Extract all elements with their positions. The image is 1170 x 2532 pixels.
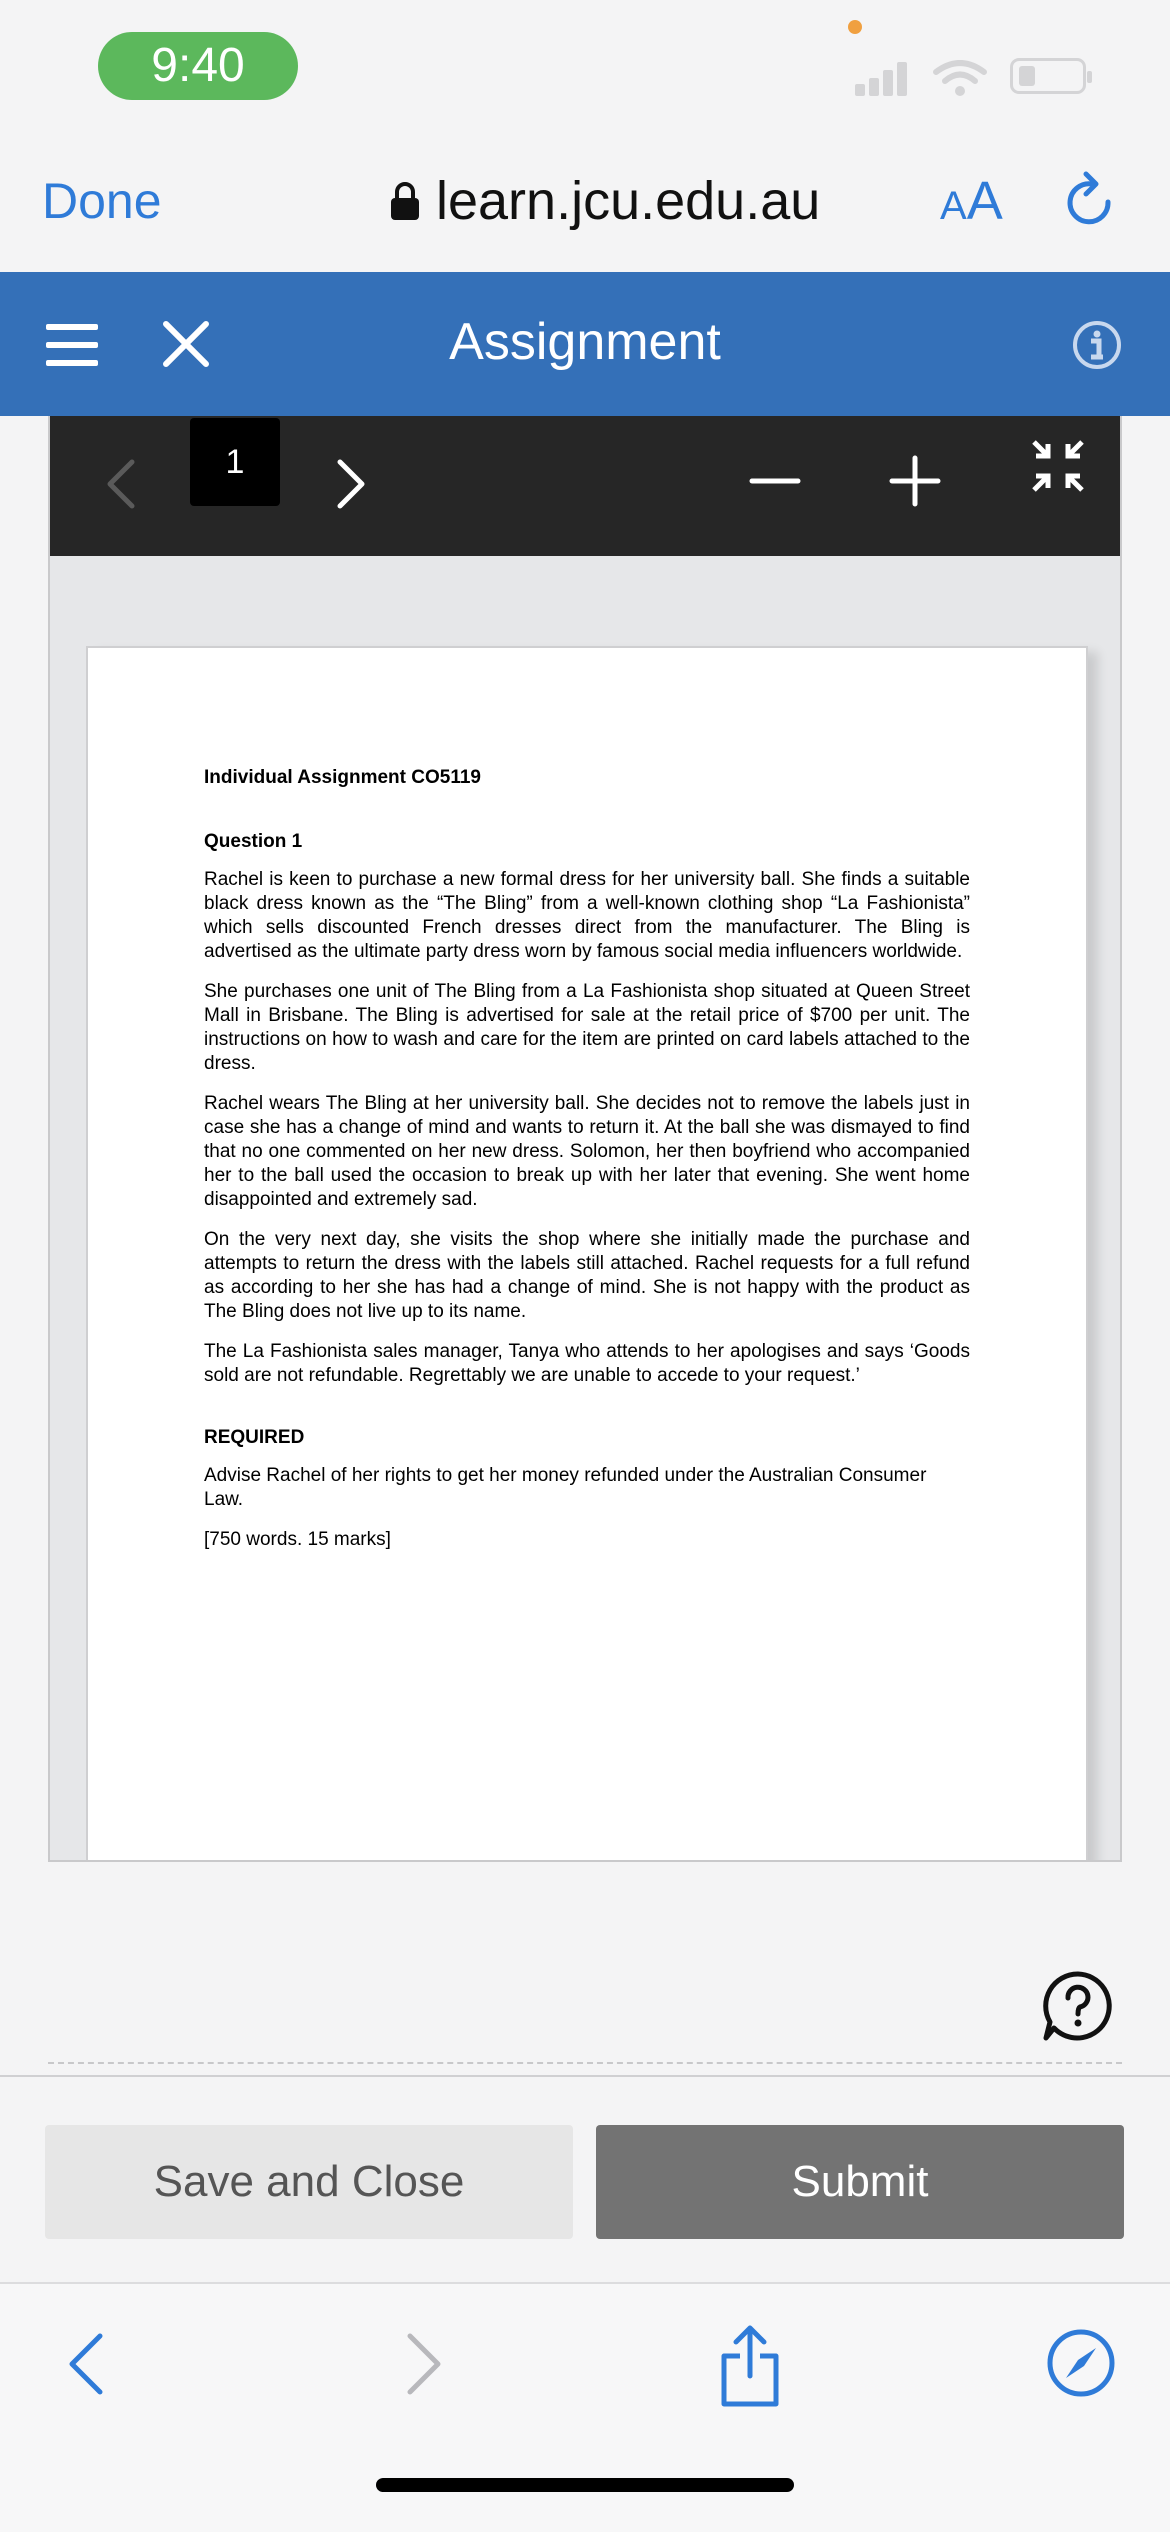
text-size-button[interactable] — [940, 170, 1003, 232]
document-page — [86, 646, 1088, 1862]
paragraph: The La Fashionista sales manager, Tanya who attends to her apologises and says ‘Goods sold are not refundable. Regrettably we are unable to accede to your request.’ — [204, 1341, 970, 1386]
wifi-icon — [932, 60, 988, 96]
paragraph: She purchases one unit of The Bling from a La Fashionista shop situated at Queen Street Mall in Brisbane. The Bling is advertised for sale at the retail price of $700 per unit. The instructions on how to wash and care for the item are printed on card labels attached to the dress. — [204, 981, 970, 1074]
share-icon[interactable] — [718, 2324, 782, 2408]
required-text: Advise Rachel of her rights to get her money refunded under the Australian Consumer Law. — [204, 1465, 927, 1510]
paragraph: On the very next day, she visits the shop where she initially made the purchase and attempts to return the dress with the labels still attached. Rachel requests for a full refund as according to her she has had a change of mind. She is not happy with the product as The Bling does not live up to its name. — [204, 1229, 970, 1322]
paragraph: Rachel is keen to purchase a new formal dress for her university ball. She finds a suitable black dress known as the “The Bling” from a well-known clothing shop “La Fashionista” which sells discounted French dresses direct from the manufacturer. The Bling is advertised as the ultimate party dress worn by famous social media influencers worldwide. — [204, 869, 970, 962]
collapse-view-icon[interactable] — [1028, 436, 1088, 496]
submit-button[interactable]: Submit — [596, 2125, 1124, 2239]
done-button[interactable]: Done — [42, 173, 162, 229]
lock-icon — [390, 180, 420, 222]
required-heading: REQUIRED — [204, 1427, 305, 1448]
page-number-input[interactable]: 1 — [190, 418, 280, 506]
aa-large-label: A — [966, 171, 1003, 231]
document-title: Individual Assignment CO5119 — [204, 767, 481, 788]
viewer-toolbar — [50, 416, 1122, 556]
previous-page-icon[interactable] — [100, 456, 140, 512]
browser-toolbar — [0, 2282, 1170, 2532]
aa-small-label: A — [940, 184, 967, 228]
zoom-out-icon[interactable] — [748, 454, 802, 508]
battery-icon — [1010, 58, 1086, 94]
home-indicator — [376, 2478, 794, 2492]
url-text: learn.jcu.edu.au — [436, 171, 821, 231]
info-icon[interactable] — [1072, 320, 1122, 370]
privacy-indicator-dot — [848, 20, 862, 34]
signal-icon — [855, 62, 911, 96]
back-icon[interactable] — [64, 2330, 108, 2398]
browser-url-bar — [0, 130, 1170, 272]
status-bar — [0, 0, 1170, 130]
save-and-close-button[interactable]: Save and Close — [45, 2125, 573, 2239]
help-icon[interactable] — [1042, 1970, 1114, 2042]
reload-icon[interactable] — [1062, 168, 1120, 232]
document-content — [204, 766, 970, 1568]
page-title: Assignment — [449, 313, 721, 371]
divider — [0, 2075, 1170, 2077]
url-display[interactable] — [390, 170, 820, 232]
next-page-icon[interactable] — [332, 456, 372, 512]
question-heading: Question 1 — [204, 831, 303, 852]
dashed-divider — [48, 2062, 1122, 2064]
compass-icon[interactable] — [1046, 2328, 1116, 2398]
status-time: 9:40 — [98, 32, 298, 100]
zoom-in-icon[interactable] — [888, 454, 942, 508]
forward-icon[interactable] — [402, 2330, 446, 2398]
document-viewer[interactable] — [48, 416, 1122, 1862]
paragraph: Rachel wears The Bling at her university ball. She decides not to remove the labels just in case she has a change of mind and wants to return it. At the ball she was dismayed to find that no one commented on her new dress. Solomon, her then boyfriend who accompanied her to the ball used the occasion to break up with her later that evening. She went home disappointed and extremely sad. — [204, 1093, 970, 1210]
marks-text: [750 words. 15 marks] — [204, 1529, 391, 1550]
app-header — [0, 272, 1170, 416]
